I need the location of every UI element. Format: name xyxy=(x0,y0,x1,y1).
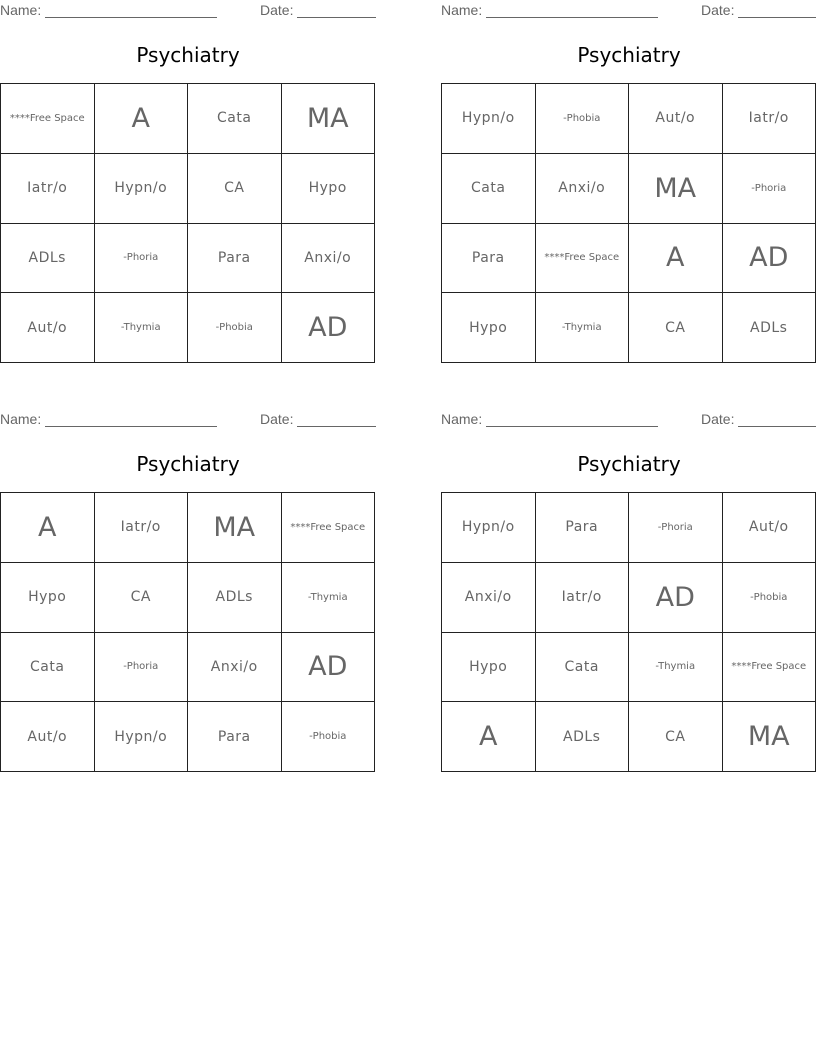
bingo-row xyxy=(1,84,375,154)
bingo-cell-thymia: -Thymia xyxy=(629,632,723,702)
bingo-cell-aut-o: Aut/o xyxy=(629,84,723,154)
bingo-cell-adls: ADLs xyxy=(722,293,816,363)
card-title: Psychiatry xyxy=(136,452,240,476)
bingo-cell-phobia: -Phobia xyxy=(535,84,629,154)
bingo-row xyxy=(1,632,375,702)
bingo-cell-free-space: ****Free Space xyxy=(281,493,375,563)
bingo-cell-phobia: -Phobia xyxy=(722,562,816,632)
card-title: Psychiatry xyxy=(577,452,681,476)
bingo-row xyxy=(442,293,816,363)
bingo-cell-hypo: Hypo xyxy=(442,632,536,702)
bingo-cell-adls: ADLs xyxy=(1,223,95,293)
bingo-row xyxy=(442,493,816,563)
bingo-cell-hypo: Hypo xyxy=(442,293,536,363)
name-label: Name: xyxy=(441,2,483,18)
bingo-grid xyxy=(441,492,816,772)
date-label: Date: xyxy=(260,411,294,427)
bingo-cell-ad: AD xyxy=(281,293,375,363)
bingo-cell-a: A xyxy=(442,702,536,772)
bingo-cell-ad: AD xyxy=(722,223,816,293)
bingo-cell-aut-o: Aut/o xyxy=(1,293,95,363)
bingo-cell-aut-o: Aut/o xyxy=(1,702,95,772)
bingo-cell-phoria: -Phoria xyxy=(722,153,816,223)
bingo-cell-ca: CA xyxy=(629,702,723,772)
bingo-cell-para: Para xyxy=(188,702,282,772)
bingo-cell-anxi-o: Anxi/o xyxy=(188,632,282,702)
bingo-cell-iatr-o: Iatr/o xyxy=(94,493,188,563)
card-title: Psychiatry xyxy=(577,43,681,67)
name-blank-line xyxy=(486,426,658,427)
bingo-card xyxy=(0,409,376,774)
bingo-cell-anxi-o: Anxi/o xyxy=(442,562,536,632)
bingo-cell-ma: MA xyxy=(281,84,375,154)
bingo-cell-cata: Cata xyxy=(1,632,95,702)
bingo-card xyxy=(0,0,376,365)
bingo-cell-ma: MA xyxy=(188,493,282,563)
bingo-cell-hypo: Hypo xyxy=(281,153,375,223)
date-label: Date: xyxy=(260,2,294,18)
bingo-cell-a: A xyxy=(1,493,95,563)
bingo-cell-ad: AD xyxy=(629,562,723,632)
bingo-grid xyxy=(0,492,375,772)
bingo-cell-ca: CA xyxy=(629,293,723,363)
bingo-row xyxy=(442,153,816,223)
bingo-cell-ca: CA xyxy=(94,562,188,632)
bingo-card xyxy=(441,409,816,774)
name-date-header xyxy=(441,2,816,20)
bingo-cell-cata: Cata xyxy=(188,84,282,154)
bingo-row xyxy=(1,493,375,563)
bingo-cell-hypo: Hypo xyxy=(1,562,95,632)
card-title: Psychiatry xyxy=(136,43,240,67)
name-blank-line xyxy=(45,17,217,18)
bingo-cell-hypn-o: Hypn/o xyxy=(94,702,188,772)
bingo-cell-adls: ADLs xyxy=(188,562,282,632)
bingo-cell-anxi-o: Anxi/o xyxy=(535,153,629,223)
bingo-cell-anxi-o: Anxi/o xyxy=(281,223,375,293)
name-blank-line xyxy=(45,426,217,427)
bingo-row xyxy=(442,702,816,772)
bingo-cell-phoria: -Phoria xyxy=(94,223,188,293)
bingo-cell-thymia: -Thymia xyxy=(94,293,188,363)
bingo-cell-a: A xyxy=(94,84,188,154)
date-blank-line xyxy=(738,17,816,18)
name-label: Name: xyxy=(441,411,483,427)
bingo-cell-iatr-o: Iatr/o xyxy=(1,153,95,223)
bingo-cell-aut-o: Aut/o xyxy=(722,493,816,563)
bingo-grid xyxy=(0,83,375,363)
bingo-cell-hypn-o: Hypn/o xyxy=(442,84,536,154)
bingo-row xyxy=(442,84,816,154)
date-label: Date: xyxy=(701,411,735,427)
bingo-cell-hypn-o: Hypn/o xyxy=(442,493,536,563)
bingo-cell-thymia: -Thymia xyxy=(281,562,375,632)
bingo-cell-ad: AD xyxy=(281,632,375,702)
bingo-row xyxy=(442,223,816,293)
name-label: Name: xyxy=(0,411,42,427)
bingo-cell-free-space: ****Free Space xyxy=(722,632,816,702)
bingo-cell-cata: Cata xyxy=(442,153,536,223)
bingo-cell-free-space: ****Free Space xyxy=(535,223,629,293)
name-date-header xyxy=(0,2,376,20)
bingo-cell-para: Para xyxy=(535,493,629,563)
bingo-cell-free-space: ****Free Space xyxy=(1,84,95,154)
name-label: Name: xyxy=(0,2,42,18)
name-date-header xyxy=(0,411,376,429)
bingo-row xyxy=(442,562,816,632)
bingo-cell-iatr-o: Iatr/o xyxy=(722,84,816,154)
bingo-row xyxy=(1,153,375,223)
bingo-card xyxy=(441,0,816,365)
bingo-cell-cata: Cata xyxy=(535,632,629,702)
bingo-cell-iatr-o: Iatr/o xyxy=(535,562,629,632)
date-blank-line xyxy=(738,426,816,427)
bingo-row xyxy=(1,702,375,772)
bingo-cell-phobia: -Phobia xyxy=(188,293,282,363)
date-label: Date: xyxy=(701,2,735,18)
bingo-cell-a: A xyxy=(629,223,723,293)
name-blank-line xyxy=(486,17,658,18)
bingo-cell-ca: CA xyxy=(188,153,282,223)
bingo-cell-phoria: -Phoria xyxy=(629,493,723,563)
name-date-header xyxy=(441,411,816,429)
bingo-row xyxy=(1,223,375,293)
bingo-row xyxy=(442,632,816,702)
bingo-cell-adls: ADLs xyxy=(535,702,629,772)
bingo-cell-phoria: -Phoria xyxy=(94,632,188,702)
bingo-cell-thymia: -Thymia xyxy=(535,293,629,363)
bingo-cell-ma: MA xyxy=(722,702,816,772)
date-blank-line xyxy=(297,17,376,18)
bingo-grid xyxy=(441,83,816,363)
bingo-cell-phobia: -Phobia xyxy=(281,702,375,772)
bingo-row xyxy=(1,562,375,632)
bingo-cell-ma: MA xyxy=(629,153,723,223)
bingo-cell-hypn-o: Hypn/o xyxy=(94,153,188,223)
date-blank-line xyxy=(297,426,376,427)
bingo-cell-para: Para xyxy=(442,223,536,293)
bingo-row xyxy=(1,293,375,363)
bingo-cell-para: Para xyxy=(188,223,282,293)
